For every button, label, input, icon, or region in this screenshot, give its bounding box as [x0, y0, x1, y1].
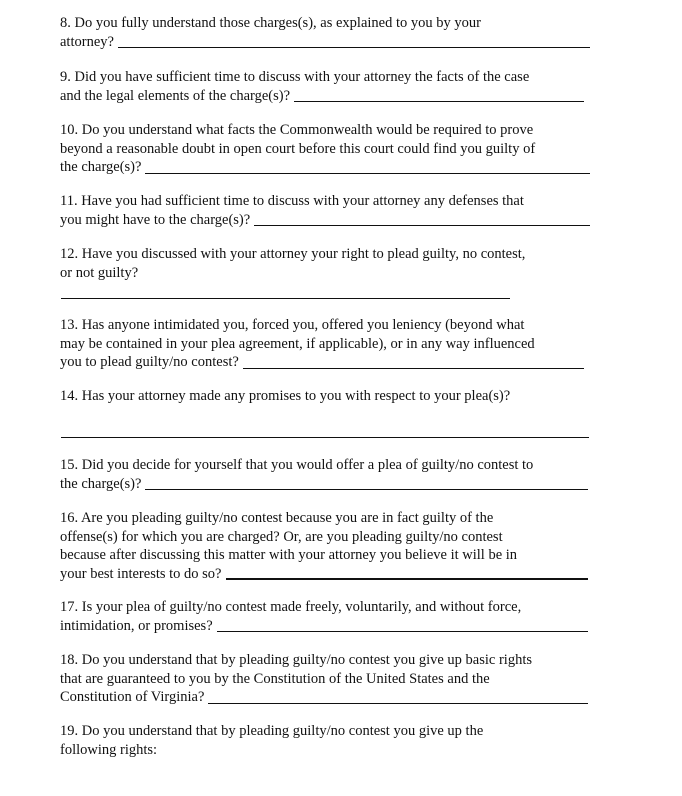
question-text: attorney?	[60, 33, 114, 50]
question-text: Constitution of Virginia?	[60, 689, 205, 705]
answer-blank-15[interactable]	[145, 476, 588, 490]
question-text: intimidation, or promises?	[60, 617, 213, 634]
question-text: following rights:	[60, 741, 158, 758]
question-text: 13. Has anyone intimidated you, forced you, offered you leniency (beyond what	[60, 317, 525, 333]
question-text: and the legal elements of the charge(s)?	[60, 87, 291, 104]
question-text: beyond a reasonable doubt in open court before this court could find you guilty of	[60, 140, 536, 157]
answer-blank-9[interactable]	[294, 88, 584, 102]
question-13	[60, 316, 584, 372]
answer-blank-17[interactable]	[217, 618, 588, 632]
answer-blank-8[interactable]	[118, 34, 590, 48]
question-10	[60, 121, 590, 177]
question-text: 16. Are you pleading guilty/no contest because you are in fact guilty of the	[60, 510, 494, 526]
question-text: offense(s) for which you are charged? Or, are you pleading guilty/no contest	[60, 528, 503, 545]
question-17	[60, 598, 588, 635]
question-text: 17. Is your plea of guilty/no contest made freely, voluntarily, and without force,	[60, 599, 522, 615]
question-11	[60, 192, 590, 229]
answer-line-12[interactable]	[61, 298, 510, 299]
question-16	[60, 509, 588, 583]
question-text: 19. Do you understand that by pleading guilty/no contest you give up the	[60, 723, 484, 739]
answer-blank-18[interactable]	[208, 690, 588, 704]
question-18	[60, 651, 588, 707]
question-14	[60, 387, 590, 406]
question-text: because after discussing this matter with your attorney you believe it will be in	[60, 547, 518, 563]
question-text: the charge(s)?	[60, 159, 142, 175]
answer-line-14[interactable]	[61, 437, 589, 438]
question-19	[60, 722, 590, 759]
question-text: 11. Have you had sufficient time to discuss with your attorney any defenses that	[60, 193, 524, 209]
answer-blank-11[interactable]	[254, 212, 590, 226]
question-text: 18. Do you understand that by pleading guilty/no contest you give up basic rights	[60, 652, 532, 668]
question-text: 15. Did you decide for yourself that you would offer a plea of guilty/no contest to	[60, 457, 534, 473]
question-15	[60, 456, 588, 493]
question-text: may be contained in your plea agreement, if applicable), or in any way influenced	[60, 335, 535, 352]
question-text: you might have to the charge(s)?	[60, 211, 251, 228]
answer-blank-10[interactable]	[145, 160, 590, 174]
question-text: you to plead guilty/no contest?	[60, 354, 239, 370]
question-9	[60, 68, 584, 105]
question-text: your best interests to do so?	[60, 565, 222, 582]
question-text: the charge(s)?	[60, 475, 142, 492]
question-text: 12. Have you discussed with your attorney your right to plead guilty, no contest,	[60, 246, 526, 262]
question-text: or not guilty?	[60, 264, 139, 281]
question-text: 9. Did you have sufficient time to discuss with your attorney the facts of the case	[60, 69, 530, 85]
question-text: that are guaranteed to you by the Constitution of the United States and the	[60, 670, 490, 687]
answer-blank-13[interactable]	[243, 355, 584, 369]
question-8	[60, 14, 590, 51]
question-12	[60, 245, 590, 282]
question-text: 14. Has your attorney made any promises to you with respect to your plea(s)?	[60, 388, 511, 404]
answer-blank-16[interactable]	[226, 565, 589, 580]
question-text: 10. Do you understand what facts the Commonwealth would be required to prove	[60, 122, 534, 138]
question-text: 8. Do you fully understand those charges(s), as explained to you by your	[60, 15, 481, 31]
